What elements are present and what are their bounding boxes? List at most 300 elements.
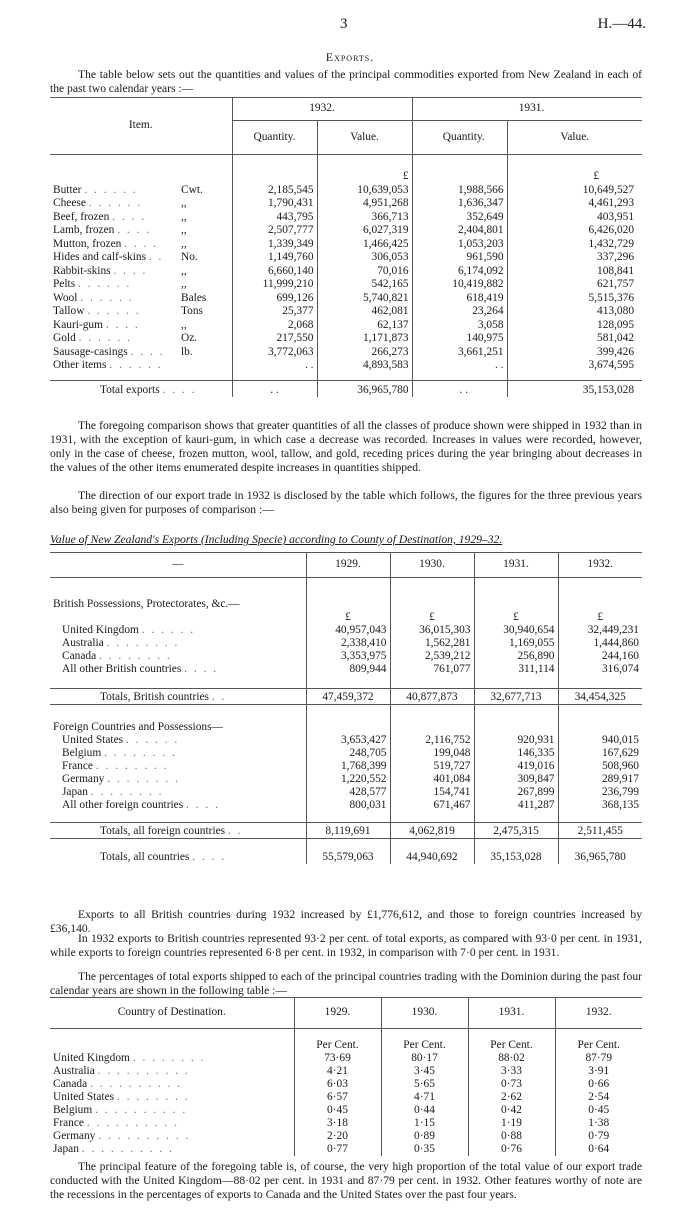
year-value: 244,160 xyxy=(558,650,642,663)
country-row xyxy=(50,773,642,786)
country-name xyxy=(50,760,306,773)
leader-dots: . . . . . . xyxy=(88,197,143,209)
year-value: 30,940,654 xyxy=(474,624,558,637)
total-value: 35,153,028 xyxy=(474,848,558,864)
currency-symbol: £ xyxy=(317,154,412,183)
document-reference: H.—44. xyxy=(597,16,646,32)
quantity-1931: . . xyxy=(494,359,504,371)
total-quantity-1931: . . xyxy=(421,380,507,397)
commodity-name xyxy=(50,278,178,292)
quantity-1931: 1,053,203 xyxy=(457,237,504,250)
total-label xyxy=(50,688,306,704)
value-1932: 4,893,583 xyxy=(317,359,412,373)
percent-value: 0·73 xyxy=(468,1078,555,1091)
country-label: Belgium xyxy=(53,1104,93,1116)
value-1932: 10,639,053 xyxy=(317,183,412,197)
value-1931: 4,461,293 xyxy=(507,197,642,211)
country-name xyxy=(50,1091,294,1104)
quantity-1932: 1,339,349 xyxy=(232,237,317,251)
leader-dots: . . . . xyxy=(124,237,159,250)
closing-paragraph: The principal feature of the foregoing table is, of course, the very high proportion of the total value of our export trade conducted with the United Kingdom—88·02 per cent. in 1931 and 87·79 per cent. in 1932. Other features worthy of note are the recessions in the percentages of exports to Canada and the United States over the past four years. xyxy=(50,1160,642,1201)
country-label: All other foreign countries xyxy=(62,799,184,811)
value-1931: 621,757 xyxy=(507,278,642,292)
leader-dots: . . . . xyxy=(184,663,219,675)
comparison-paragraph: The foregoing comparison shows that greater quantities of all the classes of produce shown were shipped in 1932 than in 1931, with the exception of kauri-gum, in which case a decrease was recorded. Increases in values were recorded, however, only in the case of cheese, frozen mutton, wool, tallow, and gold, receding prices during the year bringing about decreases in the values of the other items enumerated despite increases in quantities shipped. xyxy=(50,419,642,474)
commodity-row xyxy=(50,278,642,292)
year-value: 940,015 xyxy=(558,734,642,747)
year-value: 1,768,399 xyxy=(306,760,390,773)
commodity-name xyxy=(50,332,178,346)
british-increase-paragraph: Exports to all British countries during 1932 increased by £1,776,612, and those to foreign countries increased by £36,140. xyxy=(50,908,642,935)
commodity-row xyxy=(50,359,642,373)
quantity-1932: 2,185,545 xyxy=(232,183,317,197)
total-value: 34,454,325 xyxy=(558,688,642,704)
quantity-1931: 10,419,882 xyxy=(452,278,504,290)
percent-value: 0·45 xyxy=(555,1104,642,1117)
year-value: 428,577 xyxy=(306,786,390,799)
country-label: All other British countries xyxy=(62,663,182,675)
quantity-1931: 1,988,566 xyxy=(457,183,504,196)
percent-value: 73·69 xyxy=(294,1052,381,1065)
leader-dots: . . . . . . . . . . xyxy=(86,1117,179,1129)
value-1932: 462,081 xyxy=(317,305,412,319)
table2-caption-text: Value of New Zealand's Exports (Including Specie) according to County of Destination, 1929–32. xyxy=(50,533,503,546)
year-value: 3,353,975 xyxy=(306,650,390,663)
commodity-row xyxy=(50,332,642,346)
leader-dots: . . . . . . xyxy=(80,291,134,304)
year-value: 1,220,552 xyxy=(306,773,390,786)
leader-dots: . . . . xyxy=(113,264,148,277)
unit: Tons xyxy=(181,305,203,317)
commodity-row xyxy=(50,210,642,224)
country-label: France xyxy=(53,1117,84,1129)
total-label-text: Totals, British countries xyxy=(100,690,209,703)
year-1929-header: 1929. xyxy=(294,998,381,1028)
quantity-1932: 217,550 xyxy=(232,332,317,346)
value-1932: 1,171,873 xyxy=(317,332,412,346)
country-name xyxy=(50,650,306,663)
year-value: 40,957,043 xyxy=(306,624,390,637)
percent-value: 0·44 xyxy=(381,1104,468,1117)
value-1932: 542,165 xyxy=(317,278,412,292)
percent-row xyxy=(50,1091,642,1104)
year-value: 1,562,281 xyxy=(390,637,474,650)
leader-dots: . . . . . . xyxy=(84,183,138,196)
leader-dots: . . . . xyxy=(130,345,165,358)
leader-dots: . . xyxy=(227,824,243,837)
commodity-row xyxy=(50,318,642,332)
year-value: 800,031 xyxy=(306,799,390,812)
percent-value: 80·17 xyxy=(381,1052,468,1065)
year-value: 36,015,303 xyxy=(390,624,474,637)
year-value: 267,899 xyxy=(474,786,558,799)
country-name xyxy=(50,1130,294,1143)
total-value: 2,475,315 xyxy=(474,822,558,838)
quantity-1931: 2,404,801 xyxy=(457,224,504,236)
value-1931: 10,649,527 xyxy=(507,183,642,197)
country-name xyxy=(50,799,306,812)
year-1931-header: 1931. xyxy=(474,553,558,577)
leader-dots: . . . . . . xyxy=(109,359,163,371)
currency-symbol: £ xyxy=(390,611,474,624)
intro-paragraph: The table below sets out the quantities and values of the principal commodities exported from New Zealand in each of the past two calendar years :— xyxy=(50,68,642,95)
foreign-totals-row xyxy=(50,822,642,838)
commodity-row xyxy=(50,345,642,359)
leader-dots: . . . . . . . . xyxy=(90,786,164,798)
year-1932-header: 1932. xyxy=(232,98,412,120)
percent-table-intro: The percentages of total exports shipped to each of the principal countries trading with the Dominion during the past four calendar years are shown in the following table :— xyxy=(50,970,642,997)
percent-row xyxy=(50,1104,642,1117)
unit: ,, xyxy=(181,264,187,277)
commodity-label: Kauri-gum xyxy=(53,318,103,331)
quantity-1931: 1,636,347 xyxy=(457,197,504,209)
country-name xyxy=(50,624,306,637)
total-label-text: Totals, all countries xyxy=(100,851,190,863)
quantity-1931: 3,058 xyxy=(477,318,504,331)
commodity-label: Butter xyxy=(53,183,82,196)
country-label: Canada xyxy=(53,1078,88,1090)
percent-value: 0·42 xyxy=(468,1104,555,1117)
commodity-label: Gold xyxy=(53,332,76,344)
year-1932-header: 1932. xyxy=(558,553,642,577)
leader-dots: . . . . . . . . . . xyxy=(95,1104,188,1116)
country-name xyxy=(50,1078,294,1091)
quantity-1932: 1,790,431 xyxy=(232,197,317,211)
currency-symbol: £ xyxy=(474,611,558,624)
leader-dots: . . . . xyxy=(192,851,227,863)
commodity-name xyxy=(50,210,178,224)
year-value: 519,727 xyxy=(390,760,474,773)
country-label: France xyxy=(62,760,93,772)
leader-dots: . . xyxy=(211,690,227,703)
percent-value: 0·77 xyxy=(294,1143,381,1156)
country-row xyxy=(50,624,642,637)
leader-dots: . . . . . . xyxy=(87,305,141,317)
year-value: 256,890 xyxy=(474,650,558,663)
country-row xyxy=(50,650,642,663)
value-1931: 3,674,595 xyxy=(507,359,642,373)
percent-value: 88·02 xyxy=(468,1052,555,1065)
total-value: 36,965,780 xyxy=(558,848,642,864)
commodity-row xyxy=(50,305,642,319)
year-1931-header: 1931. xyxy=(421,98,642,120)
percent-row xyxy=(50,1052,642,1065)
percent-value: 3·45 xyxy=(381,1065,468,1078)
value-1932: 366,713 xyxy=(317,210,412,224)
commodity-name xyxy=(50,237,178,251)
percent-value: 4·21 xyxy=(294,1065,381,1078)
commodity-exports-table xyxy=(50,98,642,397)
quantity-1932: 699,126 xyxy=(232,291,317,305)
total-label-text: Total exports xyxy=(100,384,160,396)
year-value: 3,653,427 xyxy=(306,734,390,747)
value-1931: 6,426,020 xyxy=(507,224,642,238)
leader-dots: . . . . . . xyxy=(78,332,132,344)
percent-row xyxy=(50,1078,642,1091)
percent-value: 1·19 xyxy=(468,1117,555,1130)
destination-value-table xyxy=(50,553,642,864)
percent-row xyxy=(50,1143,642,1156)
year-value: 146,335 xyxy=(474,747,558,760)
all-countries-totals-row xyxy=(50,848,642,864)
value-1931: 337,296 xyxy=(507,251,642,265)
year-value: 761,077 xyxy=(390,663,474,676)
commodity-name xyxy=(50,291,178,305)
commodity-label: Hides and calf-skins xyxy=(53,251,146,263)
year-value: 809,944 xyxy=(306,663,390,676)
leader-dots: . . . . . . . . . . xyxy=(81,1143,174,1155)
year-value: 316,074 xyxy=(558,663,642,676)
country-name xyxy=(50,773,306,786)
year-value: 309,847 xyxy=(474,773,558,786)
year-value: 167,629 xyxy=(558,747,642,760)
commodity-label: Pelts xyxy=(53,278,76,290)
leader-dots: . . . . . . . . . . xyxy=(98,1130,191,1142)
currency-symbol: £ xyxy=(507,154,642,183)
unit: ,, xyxy=(181,237,187,250)
commodity-row xyxy=(50,251,642,265)
year-value: 236,799 xyxy=(558,786,642,799)
total-value: 55,579,063 xyxy=(306,848,390,864)
value-1932: 1,466,425 xyxy=(317,237,412,251)
quantity-header-1931: Quantity. xyxy=(442,130,485,143)
percent-value: 1·38 xyxy=(555,1117,642,1130)
total-value: 47,459,372 xyxy=(306,688,390,704)
year-value: 248,705 xyxy=(306,747,390,760)
percent-value: 0·89 xyxy=(381,1130,468,1143)
country-row xyxy=(50,760,642,773)
value-1931: 128,095 xyxy=(507,318,642,332)
commodity-label: Beef, frozen xyxy=(53,210,110,223)
percent-value: 0·45 xyxy=(294,1104,381,1117)
total-value-1932: 36,965,780 xyxy=(317,380,412,397)
unit: ,, xyxy=(181,224,187,236)
unit: ,, xyxy=(181,197,187,209)
total-label xyxy=(50,822,306,838)
unit-label: Per Cent. xyxy=(381,1028,468,1052)
page-number: 3 xyxy=(340,16,348,32)
quantity-1931: 961,590 xyxy=(466,251,504,263)
country-label: United States xyxy=(62,734,124,746)
table2-caption xyxy=(50,533,642,546)
quantity-1932: 3,772,063 xyxy=(232,345,317,359)
percent-value: 5·65 xyxy=(381,1078,468,1091)
leader-dots: . . . . . . . . xyxy=(106,637,180,649)
commodity-label: Other items xyxy=(53,359,107,371)
currency-symbol: £ xyxy=(306,611,390,624)
unit: ,, xyxy=(181,278,187,290)
leader-dots: . . . . xyxy=(162,384,197,396)
year-value: 1,169,055 xyxy=(474,637,558,650)
percent-value: 3·18 xyxy=(294,1117,381,1130)
percent-value: 3·33 xyxy=(468,1065,555,1078)
leader-dots: . . . . . . . . . . xyxy=(97,1065,190,1077)
value-1931: 5,515,376 xyxy=(507,291,642,305)
leader-dots: . . . . . . xyxy=(125,734,180,746)
country-row xyxy=(50,799,642,812)
total-value-1931: 35,153,028 xyxy=(507,380,642,397)
leader-dots: . . . . xyxy=(117,224,152,236)
country-label: United Kingdom xyxy=(53,1052,130,1064)
total-exports-label xyxy=(50,380,232,397)
percent-value: 0·88 xyxy=(468,1130,555,1143)
value-1932: 6,027,319 xyxy=(317,224,412,238)
percent-value: 3·91 xyxy=(555,1065,642,1078)
country-name xyxy=(50,747,306,760)
year-1931-header: 1931. xyxy=(468,998,555,1028)
quantity-1932: 2,068 xyxy=(232,318,317,332)
leader-dots: . . . . . . . . xyxy=(95,760,169,772)
commodity-name xyxy=(50,264,178,278)
percentage-table xyxy=(50,998,642,1156)
leader-dots: . . . . . . xyxy=(141,624,196,636)
country-label: Japan xyxy=(62,786,88,798)
country-label: Canada xyxy=(62,650,97,662)
country-row xyxy=(50,786,642,799)
percent-value: 0·66 xyxy=(555,1078,642,1091)
percent-value: 6·57 xyxy=(294,1091,381,1104)
year-value: 368,135 xyxy=(558,799,642,812)
percent-value: 87·79 xyxy=(555,1052,642,1065)
value-1932: 70,016 xyxy=(317,264,412,278)
country-row xyxy=(50,747,642,760)
percent-value: 0·76 xyxy=(468,1143,555,1156)
year-value: 401,084 xyxy=(390,773,474,786)
leader-dots: . . . . . . . . xyxy=(104,747,177,759)
country-name xyxy=(50,1104,294,1117)
commodity-label: Lamb, frozen xyxy=(53,224,115,236)
year-value: 2,539,212 xyxy=(390,650,474,663)
unit: ,, xyxy=(181,210,187,223)
country-row xyxy=(50,734,642,747)
british-heading: British Possessions, Protectorates, &c.— xyxy=(53,598,240,610)
year-1930-header: 1930. xyxy=(390,553,474,577)
country-name xyxy=(50,1117,294,1130)
leader-dots: . . . . . . . . . . xyxy=(90,1078,183,1090)
percent-value: 0·79 xyxy=(555,1130,642,1143)
quantity-1932: 25,377 xyxy=(232,305,317,319)
year-value: 32,449,231 xyxy=(558,624,642,637)
total-value: 32,677,713 xyxy=(474,688,558,704)
percent-row xyxy=(50,1130,642,1143)
quantity-1931: 618,419 xyxy=(466,291,504,304)
commodity-name xyxy=(50,224,178,238)
year-value: 154,741 xyxy=(390,786,474,799)
section-title: Exports. xyxy=(325,50,375,64)
commodity-name xyxy=(50,251,178,265)
value-1931: 108,841 xyxy=(507,264,642,278)
commodity-name xyxy=(50,305,178,319)
value-1931: 399,426 xyxy=(507,345,642,359)
country-name xyxy=(50,1065,294,1078)
value-1932: 4,951,268 xyxy=(317,197,412,211)
percent-value: 6·03 xyxy=(294,1078,381,1091)
commodity-label: Sausage-casings xyxy=(53,345,128,358)
leader-dots: . . xyxy=(148,251,164,263)
total-value: 44,940,692 xyxy=(390,848,474,864)
value-1932: 266,273 xyxy=(317,345,412,359)
leader-dots: . . . . xyxy=(186,799,220,811)
commodity-row xyxy=(50,224,642,238)
percent-value: 4·71 xyxy=(381,1091,468,1104)
quantity-1932: 11,999,210 xyxy=(232,278,317,292)
value-1931: 403,951 xyxy=(507,210,642,224)
commodity-name xyxy=(50,183,178,197)
year-value: 2,338,410 xyxy=(306,637,390,650)
unit-label: Per Cent. xyxy=(468,1028,555,1052)
leader-dots: . . . . . . xyxy=(78,278,132,290)
quantity-1932: 443,795 xyxy=(232,210,317,224)
commodity-label: Rabbit-skins xyxy=(53,264,111,277)
commodity-name xyxy=(50,197,178,211)
unit: ,, xyxy=(181,318,187,331)
percent-value: 2·62 xyxy=(468,1091,555,1104)
percent-row xyxy=(50,1065,642,1078)
country-label: Australia xyxy=(62,637,104,649)
value-1932: 306,053 xyxy=(317,251,412,265)
commodity-row xyxy=(50,197,642,211)
total-quantity-1932: . . xyxy=(232,380,317,397)
percentage-paragraph: In 1932 exports to British countries represented 93·2 per cent. of total exports, as compared with 93·0 per cent. in 1931, while exports to foreign countries represented 6·8 per cent. in 1932, in comparison with 7·0 per cent. in 1931. xyxy=(50,932,642,959)
quantity-1931: 352,649 xyxy=(466,210,504,223)
quantity-1932: . . xyxy=(232,359,317,373)
country-label: Germany xyxy=(53,1130,96,1142)
value-1932: 62,137 xyxy=(317,318,412,332)
british-totals-row xyxy=(50,688,642,704)
unit: lb. xyxy=(181,345,193,358)
unit: Bales xyxy=(181,291,207,304)
quantity-1932: 6,660,140 xyxy=(232,264,317,278)
leader-dots: . . . . xyxy=(105,318,140,331)
unit: Cwt. xyxy=(181,183,203,196)
leader-dots: . . . . . . . . xyxy=(107,773,180,785)
year-1929-header: 1929. xyxy=(306,553,390,577)
currency-symbol: £ xyxy=(558,611,642,624)
commodity-name xyxy=(50,318,178,332)
year-value: 199,048 xyxy=(390,747,474,760)
country-label: Japan xyxy=(53,1143,79,1155)
country-label: Australia xyxy=(53,1065,95,1077)
year-value: 671,467 xyxy=(390,799,474,812)
country-row xyxy=(50,637,642,650)
country-header: Country of Destination. xyxy=(117,1006,226,1019)
percent-value: 2·20 xyxy=(294,1130,381,1143)
total-value: 2,511,455 xyxy=(558,822,642,838)
quantity-1931: 3,661,251 xyxy=(457,345,504,358)
year-value: 1,444,860 xyxy=(558,637,642,650)
unit: No. xyxy=(181,251,198,263)
quantity-1932: 1,149,760 xyxy=(232,251,317,265)
percent-value: 0·64 xyxy=(555,1143,642,1156)
quantity-1931: 23,264 xyxy=(472,305,504,317)
commodity-row xyxy=(50,291,642,305)
country-row xyxy=(50,663,642,676)
commodity-row xyxy=(50,183,642,197)
unit-label: Per Cent. xyxy=(555,1028,642,1052)
country-name xyxy=(50,786,306,799)
commodity-row xyxy=(50,264,642,278)
percent-value: 1·15 xyxy=(381,1117,468,1130)
percent-row xyxy=(50,1117,642,1130)
value-header-1932: Value. xyxy=(317,120,412,154)
item-header: Item. xyxy=(128,119,153,132)
year-value: 2,116,752 xyxy=(390,734,474,747)
quantity-1931: 6,174,092 xyxy=(457,264,504,277)
year-value: 508,960 xyxy=(558,760,642,773)
total-value: 4,062,819 xyxy=(390,822,474,838)
total-value: 40,877,873 xyxy=(390,688,474,704)
commodity-row xyxy=(50,237,642,251)
